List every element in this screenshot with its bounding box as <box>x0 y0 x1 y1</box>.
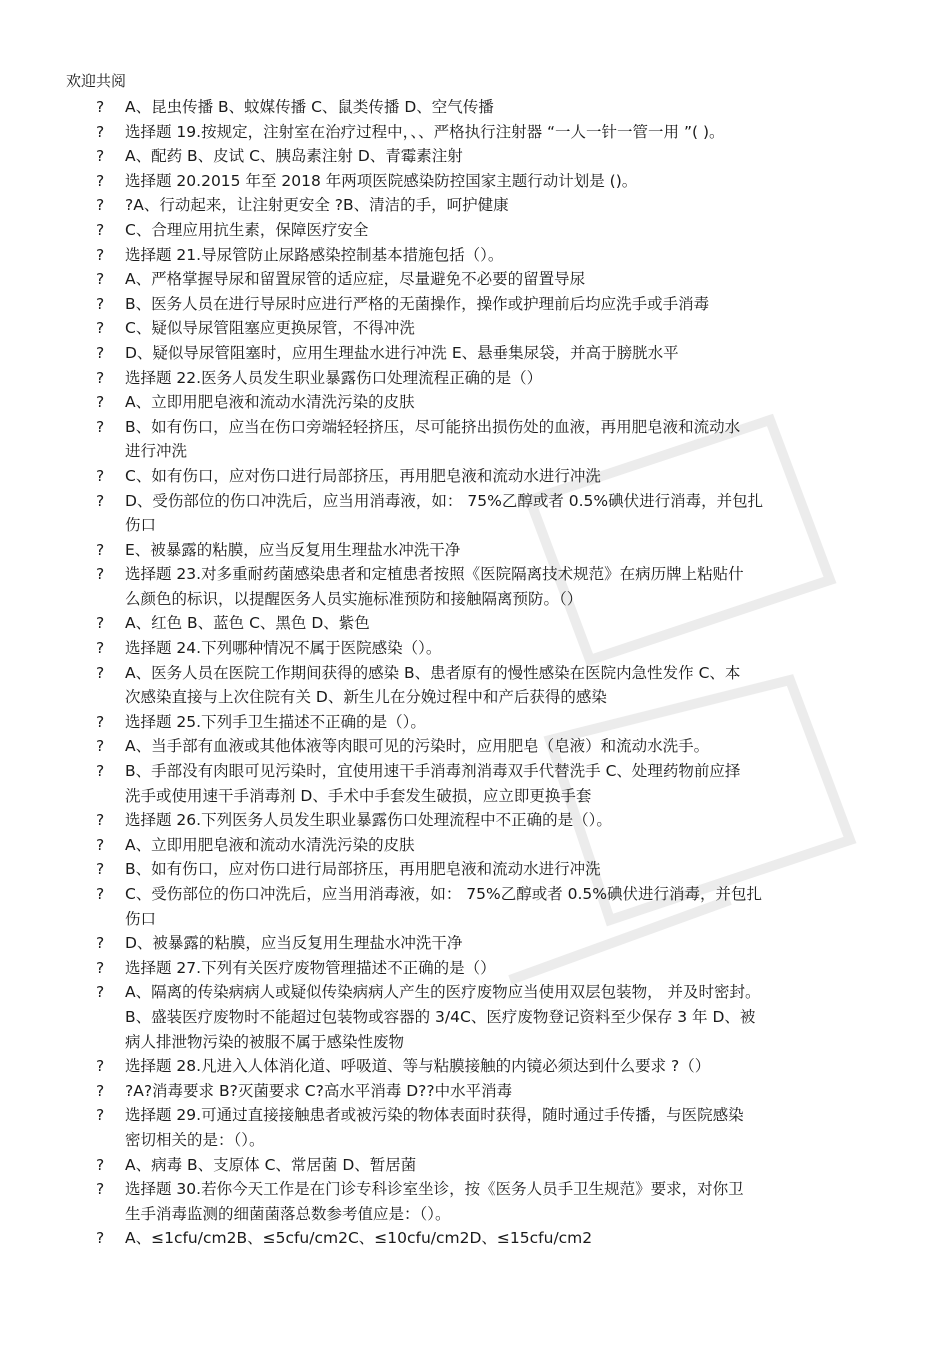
item-text-line: A、立即用肥皂液和流动水清洗污染的皮肤 <box>125 835 415 854</box>
list-item <box>0 193 950 218</box>
item-text-line: 密切相关的是：（）。 <box>125 1130 265 1149</box>
bullet-mark: ? <box>96 466 105 485</box>
item-text-line: 选择题 30.若你今天工作是在门诊专科诊室坐诊，按《医务人员手卫生规范》要求，对你卫 <box>125 1180 744 1199</box>
item-text-line: A、严格掌握导尿和留置尿管的适应症，尽量避免不必要的留置导尿 <box>125 270 586 289</box>
question-list <box>0 95 950 1251</box>
item-text-line: C、受伤部位的伤口冲洗后，应当用消毒液，如： 75%乙醇或者 0.5%碘伏进行消毒，并包扎 <box>125 885 763 903</box>
item-text-line: 病人排泄物污染的被服不属于感染性废物 <box>125 1032 405 1051</box>
list-item <box>0 218 950 243</box>
item-text-line: 选择题 27.下列有关医疗废物管理描述不正确的是（） <box>125 958 496 977</box>
item-text-line: 选择题 24.下列哪种情况不属于医院感染（）。 <box>125 639 442 658</box>
bullet-mark: ? <box>96 737 105 756</box>
list-item <box>0 1054 950 1079</box>
list-item <box>0 661 950 710</box>
bullet-mark: ? <box>96 319 105 338</box>
list-item <box>0 267 950 292</box>
item-text-line: 选择题 25.下列手卫生描述不正确的是（）。 <box>125 712 426 731</box>
bullet-mark: ? <box>96 958 105 977</box>
bullet-mark: ? <box>96 983 105 1002</box>
bullet-mark: ? <box>96 1155 105 1174</box>
list-item <box>0 1153 950 1178</box>
item-text-line: A、配药 B、皮试 C、胰岛素注射 D、青霉素注射 <box>125 147 463 166</box>
bullet-mark: ? <box>96 368 105 387</box>
list-item <box>0 1079 950 1104</box>
list-item <box>0 366 950 391</box>
item-text-line: 选择题 20.2015 年至 2018 年两项医院感染防控国家主题行动计划是 ()。 <box>125 171 638 190</box>
list-item <box>0 243 950 268</box>
item-text-line: A、当手部有血液或其他体液等肉眼可见的污染时，应用肥皂（皂液）和流动水洗手。 <box>125 737 710 756</box>
bullet-mark: ? <box>96 1180 105 1199</box>
item-text-line: A、红色 B、蓝色 C、黑色 D、紫色 <box>125 614 370 633</box>
list-item <box>0 169 950 194</box>
bullet-mark: ? <box>96 835 105 854</box>
bullet-mark: ? <box>96 491 105 510</box>
bullet-mark: ? <box>96 712 105 731</box>
item-text-line: 选择题 28.凡进入人体消化道、呼吸道、等与粘膜接触的内镜必须达到什么要求 ?（） <box>125 1057 711 1076</box>
item-text-line: D、疑似导尿管阻塞时，应用生理盐水进行冲洗 E、悬垂集尿袋，并高于膀胱水平 <box>125 343 679 362</box>
list-item <box>0 292 950 317</box>
item-text-line: B、盛装医疗废物时不能超过包装物或容器的 3/4C、医疗废物登记资料至少保存 3 年 D、被 <box>125 1007 756 1026</box>
bullet-mark: ? <box>96 1106 105 1125</box>
item-text-line: A、隔离的传染病病人或疑似传染病病人产生的医疗废物应当使用双层包装物， 并及时密封。 <box>125 983 761 1002</box>
bullet-mark: ? <box>96 122 105 141</box>
list-item <box>0 857 950 882</box>
item-text-line: C、如有伤口，应对伤口进行局部挤压，再用肥皂液和流动水进行冲洗 <box>125 466 601 485</box>
item-text-line: ?A?消毒要求 B?灭菌要求 C?高水平消毒 D??中水平消毒 <box>125 1081 513 1100</box>
list-item <box>0 611 950 636</box>
bullet-mark: ? <box>96 639 105 658</box>
list-item <box>0 1177 950 1226</box>
item-text-line: 伤口 <box>125 516 157 535</box>
item-text-line: 选择题 19.按规定，注射室在治疗过程中，、、严格执行注射器 “一人一针一管一用 ”( )。 <box>125 122 725 141</box>
item-text-line: A、昆虫传播 B、蚊媒传播 C、鼠类传播 D、空气传播 <box>125 98 494 116</box>
item-text-line: 选择题 29.可通过直接接触患者或被污染的物体表面时获得，随时通过手传播，与医院感染 <box>125 1106 744 1125</box>
list-item <box>0 931 950 956</box>
item-text-line: B、医务人员在进行导尿时应进行严格的无菌操作，操作或护理前后均应洗手或手消毒 <box>125 294 710 313</box>
bullet-mark: ? <box>96 860 105 879</box>
item-text-line: 选择题 22.医务人员发生职业暴露伤口处理流程正确的是（） <box>125 368 543 387</box>
item-text-line: A、医务人员在医院工作期间获得的感染 B、患者原有的慢性感染在医院内急性发作 C、本 <box>125 663 741 682</box>
item-text-line: 洗手或使用速干手消毒剂 D、手术中手套发生破损，应立即更换手套 <box>125 786 592 805</box>
item-text-line: 选择题 23.对多重耐药菌感染患者和定植患者按照《医院隔离技术规范》在病历牌上粘贴什 <box>125 565 744 584</box>
list-item <box>0 120 950 145</box>
item-text-line: C、合理应用抗生素，保障医疗安全 <box>125 220 369 239</box>
item-text-line: B、手部没有肉眼可见污染时，宜使用速干手消毒剂消毒双手代替洗手 C、处理药物前应择 <box>125 762 741 781</box>
bullet-mark: ? <box>96 663 105 682</box>
list-item <box>0 144 950 169</box>
list-item <box>0 710 950 735</box>
item-text-line: ?A、行动起来，让注射更安全 ?B、清洁的手，呵护健康 <box>125 196 509 215</box>
bullet-mark: ? <box>96 393 105 412</box>
list-item <box>0 956 950 981</box>
bullet-mark: ? <box>96 540 105 559</box>
item-text-line: 选择题 21.导尿管防止尿路感染控制基本措施包括（）。 <box>125 245 504 264</box>
item-text-line: B、如有伤口，应对伤口进行局部挤压，再用肥皂液和流动水进行冲洗 <box>125 860 601 879</box>
list-item <box>0 808 950 833</box>
list-item <box>0 833 950 858</box>
item-text-line: D、受伤部位的伤口冲洗后，应当用消毒液，如： 75%乙醇或者 0.5%碘伏进行消毒，并包扎 <box>125 491 764 510</box>
bullet-mark: ? <box>96 417 105 436</box>
bullet-mark: ? <box>96 147 105 166</box>
bullet-mark: ? <box>96 220 105 239</box>
bullet-mark: ? <box>96 565 105 584</box>
list-item <box>0 316 950 341</box>
bullet-mark: ? <box>96 245 105 264</box>
item-text-line: 么颜色的标识，以提醒医务人员实施标准预防和接触隔离预防。（） <box>125 589 583 608</box>
list-item <box>0 415 950 464</box>
list-item <box>0 1226 950 1251</box>
item-text-line: B、如有伤口，应当在伤口旁端轻轻挤压，尽可能挤出损伤处的血液，再用肥皂液和流动水 <box>125 417 741 436</box>
item-text-line: 伤口 <box>125 909 157 928</box>
bullet-mark: ? <box>96 196 105 215</box>
document-header: 欢迎共阅 <box>66 72 127 90</box>
list-item <box>0 882 950 931</box>
item-text-line: 次感染直接与上次住院有关 D、新生儿在分娩过程中和产后获得的感染 <box>125 688 607 707</box>
bullet-mark: ? <box>96 98 105 116</box>
item-text-line: A、≤1cfu/cm2B、≤5cfu/cm2C、≤10cfu/cm2D、≤15cfu/cm2 <box>125 1229 593 1248</box>
list-item <box>0 636 950 661</box>
bullet-mark: ? <box>96 934 105 953</box>
bullet-mark: ? <box>96 294 105 313</box>
list-item <box>0 562 950 611</box>
list-item <box>0 980 950 1054</box>
list-item <box>0 759 950 808</box>
item-text-line: A、立即用肥皂液和流动水清洗污染的皮肤 <box>125 393 415 412</box>
bullet-mark: ? <box>96 1229 105 1248</box>
list-item <box>0 1103 950 1152</box>
bullet-mark: ? <box>96 614 105 633</box>
item-text-line: D、被暴露的粘膜，应当反复用生理盐水冲洗干净 <box>125 934 463 953</box>
bullet-mark: ? <box>96 762 105 781</box>
list-item <box>0 390 950 415</box>
bullet-mark: ? <box>96 343 105 362</box>
bullet-mark: ? <box>96 1081 105 1100</box>
list-item <box>0 538 950 563</box>
item-text-line: A、病毒 B、支原体 C、常居菌 D、暂居菌 <box>125 1155 417 1174</box>
list-item <box>0 95 950 120</box>
item-text-line: 选择题 26.下列医务人员发生职业暴露伤口处理流程中不正确的是（）。 <box>125 811 612 830</box>
list-item <box>0 734 950 759</box>
item-text-line: C、疑似导尿管阻塞应更换尿管，不得冲洗 <box>125 319 415 338</box>
item-text-line: E、被暴露的粘膜，应当反复用生理盐水冲洗干净 <box>125 540 461 559</box>
list-item <box>0 464 950 489</box>
bullet-mark: ? <box>96 1057 105 1076</box>
item-text-line: 生手消毒监测的细菌菌落总数参考值应是：（）。 <box>125 1204 451 1223</box>
list-item <box>0 489 950 538</box>
bullet-mark: ? <box>96 811 105 830</box>
bullet-mark: ? <box>96 885 105 903</box>
bullet-mark: ? <box>96 270 105 289</box>
bullet-mark: ? <box>96 171 105 190</box>
item-text-line: 进行冲洗 <box>125 442 188 461</box>
list-item <box>0 341 950 366</box>
